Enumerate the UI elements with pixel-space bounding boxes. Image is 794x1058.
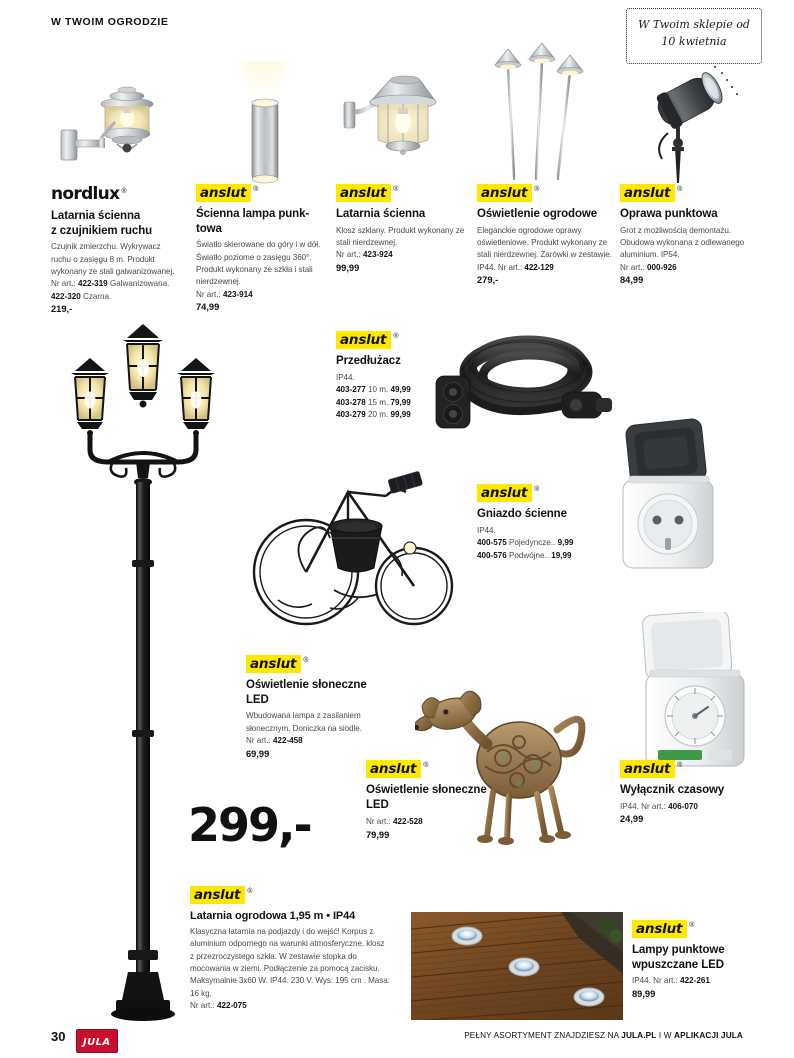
footer-note-plain: PEŁNY ASORTYMENT ZNAJDZIESZ NA <box>464 1031 622 1040</box>
photo-wylacznik-czasowy <box>630 612 770 777</box>
product-description: Czujnik zmierzchu. Wykrywacz ruchu o zasięgu 8 m. Produkt wykonany ze stali galwanizowanej. <box>51 242 175 277</box>
photo-latarnia-scienna <box>340 58 450 178</box>
promo-bubble-line1: W Twoim sklepie od <box>638 18 750 31</box>
product-price: 84,99 <box>620 275 644 286</box>
product-article: IP44. Nr art.: 406-070 <box>620 801 698 811</box>
product-description: Wbudowana lampa z zasilaniem słonecznym. Doniczka na siodle. <box>246 711 362 733</box>
product-description: Klosz szklany. Produkt wykonany ze stali nierdzewnej. <box>336 225 465 248</box>
product-wylacznik-czasowy[interactable] <box>620 760 750 824</box>
product-latarnia-scienna[interactable] <box>336 184 466 273</box>
page-title: W TWOIM OGRODZIE <box>51 16 169 28</box>
product-price: 69,99 <box>246 748 270 759</box>
product-title: Latarnia ścienna z czujnikiem ruchu <box>51 210 153 237</box>
jula-logo-text: JULA <box>83 1037 111 1048</box>
brand-anslut: anslut ® <box>246 655 308 673</box>
product-lampy-punktowe-wpuszczane[interactable] <box>632 920 767 999</box>
product-description: Światło skierowane do góry i w dół. Światło poziome o zasięgu 360°. Produkt wykonany ze szkła i stali nierdzewnej. <box>196 240 321 287</box>
product-title: Lampy punktowe wpuszczane LED <box>632 944 725 971</box>
product-description: IP44. <box>336 372 355 382</box>
product-variant-list <box>336 384 456 422</box>
product-title: Wyłącznik czasowy <box>620 784 725 796</box>
photo-latarnia-scienna-czujnik <box>55 60 185 180</box>
brand-anslut: anslut ® <box>632 920 694 938</box>
variant-row: 403-279 20 m. 99,99 <box>336 410 411 420</box>
footer-note-site: JULA.PL <box>621 1031 657 1040</box>
registered-mark: ® <box>393 185 399 193</box>
product-oswietlenie-sloneczne-led-rower[interactable] <box>246 655 376 759</box>
variant-row: 403-278 15 m. 79,99 <box>336 397 411 407</box>
product-title: Oświetlenie słoneczne LED <box>246 679 367 706</box>
product-oprawa-punktowa[interactable] <box>620 184 750 285</box>
brand-anslut: anslut ® <box>477 484 539 502</box>
brand-anslut: anslut ® <box>336 331 398 349</box>
registered-mark: ® <box>677 761 683 769</box>
product-article: Nr art.: 423-914 <box>196 289 253 299</box>
product-description: Grot z możliwością demontażu. Obudowa wykonana z odlewanego aluminium. IP54. <box>620 225 745 260</box>
product-scienna-lampa-punktowa[interactable] <box>196 184 324 312</box>
product-title: Latarnia ścienna <box>336 208 426 220</box>
product-description: Eleganckie ogrodowe oprawy oświetleniowe. Produkt wykonany ze stali nierdzewnej. Żarówki w zestawie. IP44. Nr art.: 422-129 <box>477 225 612 272</box>
product-article: Nr art.: 000-926 <box>620 262 677 272</box>
footer-note-mid: I W <box>656 1031 675 1040</box>
brand-anslut: anslut ® <box>196 184 258 202</box>
variant-row: 403-277 10 m. 49,99 <box>336 385 411 395</box>
registered-mark: ® <box>303 656 309 664</box>
variant-row: 400-576 Podwójne.. 19,99 <box>477 550 572 560</box>
promo-bubble-text <box>626 17 762 50</box>
variant-row: 400-575 Pojedyncze.. 9,99 <box>477 538 574 548</box>
registered-mark: ® <box>423 761 429 769</box>
brand-anslut: anslut ® <box>366 760 428 778</box>
product-title: Oświetlenie słoneczne LED <box>366 784 487 811</box>
product-article: Nr art.: 422-319 Galwanizowana. 422-320 Czarna. <box>51 279 170 301</box>
product-gniazdo-scienne[interactable] <box>477 484 607 562</box>
product-price: 79,99 <box>366 829 390 840</box>
product-title: Latarnia ogrodowa 1,95 m • IP44 <box>190 910 356 922</box>
brand-anslut: anslut ® <box>336 184 398 202</box>
photo-scienna-lampa-punktowa <box>228 55 308 185</box>
photo-oswietlenie-sloneczne-led-rower <box>238 440 458 640</box>
footer-note-app: APLIKACJI JULA <box>674 1031 743 1040</box>
registered-mark: ® <box>534 185 540 193</box>
registered-mark: ® <box>247 887 253 895</box>
brand-anslut: anslut ® <box>620 760 682 778</box>
product-price: 279,- <box>477 274 499 285</box>
product-title: Oświetlenie ogrodowe <box>477 208 598 220</box>
registered-mark: ® <box>121 187 127 195</box>
photo-gniazdo-scienne <box>605 418 740 578</box>
jula-logo <box>76 1029 118 1053</box>
product-price: 24,99 <box>620 814 644 825</box>
brand-anslut: anslut ® <box>620 184 682 202</box>
product-przedluzacz[interactable] <box>336 331 456 422</box>
photo-oswietlenie-ogrodowe <box>478 25 598 180</box>
footer-note <box>464 1031 743 1040</box>
product-price: 219,- <box>51 304 73 315</box>
page-footer <box>0 1020 794 1058</box>
product-title: Gniazdo ścienne <box>477 508 567 520</box>
registered-mark: ® <box>677 185 683 193</box>
registered-mark: ® <box>253 185 259 193</box>
registered-mark: ® <box>689 921 695 929</box>
product-description: Klasyczna latarnia na podjazdy i do wejść! Korpus z aluminium odpornego na warunki atmosferyczne, klosz z przezroczystego szkła. W zestawie stopka do mocowania w ziemi. Podłączenie za pomocą zacisku. Maksymalnie 3x60 W. IP44. 230 V. Wys: 195 cm . Masa: 16 kg. <box>190 927 390 998</box>
product-title: Przedłużacz <box>336 355 401 367</box>
brand-nordlux: nordlux ® <box>51 184 127 204</box>
brand-anslut: anslut ® <box>190 886 252 904</box>
product-latarnia-scienna-czujnik[interactable] <box>51 184 181 314</box>
product-price: 74,99 <box>196 302 220 313</box>
product-oswietlenie-sloneczne-led-pies[interactable] <box>366 760 496 840</box>
product-price: 99,99 <box>336 262 360 273</box>
photo-lampy-punktowe-wpuszczane <box>411 912 623 1020</box>
registered-mark: ® <box>393 332 399 340</box>
product-price: 89,99 <box>632 988 656 999</box>
promo-bubble-line2: 10 kwietnia <box>661 34 727 48</box>
product-description: IP44. <box>477 525 496 535</box>
product-latarnia-ogrodowa[interactable] <box>190 886 390 1012</box>
product-article: IP44. Nr art.: 422-261 <box>632 976 710 986</box>
product-article: Nr art.: 422-528 <box>366 817 423 827</box>
brand-anslut: anslut ® <box>477 184 539 202</box>
page-number: 30 <box>51 1029 66 1044</box>
product-article: Nr art.: 422-458 <box>246 736 303 746</box>
photo-oprawa-punktowa <box>628 55 738 185</box>
hero-price: 299,- <box>188 798 311 852</box>
product-variant-list <box>477 537 607 562</box>
product-title: Oprawa punktowa <box>620 208 718 220</box>
product-article: Nr art.: 422-075 <box>190 1000 247 1010</box>
product-article: Nr art.: 423-924 <box>336 250 393 260</box>
product-oswietlenie-ogrodowe[interactable] <box>477 184 615 285</box>
product-title: Ścienna lampa punk- towa <box>196 208 310 235</box>
registered-mark: ® <box>534 485 540 493</box>
